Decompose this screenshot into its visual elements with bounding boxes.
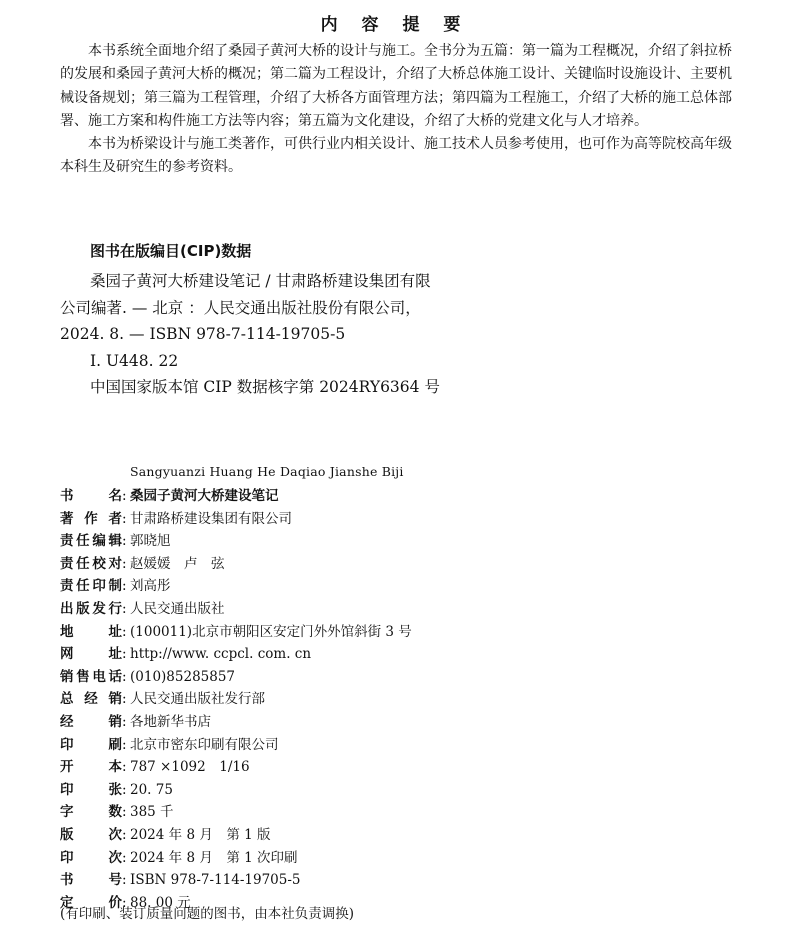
summary-paragraph: 本书为桥梁设计与施工类著作，可供行业内相关设计、施工技术人员参考使用，也可作为高等院校高年级本科生及研究生的参考资料。 (60, 136, 732, 176)
info-colon: : (122, 713, 127, 730)
info-label: 经 销 (60, 713, 122, 730)
info-row (60, 666, 412, 689)
cip-line: 2024. 8. — ISBN 978-7-114-19705-5 (60, 325, 346, 343)
info-value: 20. 75 (130, 781, 173, 798)
info-row (60, 711, 412, 734)
info-colon: : (122, 849, 127, 866)
info-value: 2024 年 8 月 第 1 次印刷 (130, 849, 298, 866)
info-row (60, 869, 412, 892)
info-label: 责任校对 (60, 555, 122, 572)
info-colon: : (122, 488, 127, 504)
info-colon: : (122, 872, 127, 889)
info-row (60, 779, 412, 802)
info-label: 版 次 (60, 826, 122, 843)
cip-line: 中国国家版本馆 CIP 数据核字第 2024RY6364 号 (90, 378, 440, 396)
info-label: 书 号 (60, 872, 122, 889)
pinyin-title: Sangyuanzi Huang He Daqiao Jianshe Biji (130, 464, 404, 479)
info-value: 各地新华书店 (130, 713, 211, 730)
cip-line: 桑园子黄河大桥建设笔记 / 甘肃路桥建设集团有限 (90, 272, 431, 290)
info-row (60, 643, 412, 666)
info-value: http://www. ccpcl. com. cn (130, 646, 312, 663)
info-row (60, 530, 412, 553)
info-label: 印 次 (60, 849, 122, 866)
info-row (60, 734, 412, 757)
info-label: 网 址 (60, 646, 122, 663)
info-label: 出版发行 (60, 600, 122, 617)
info-row (60, 621, 412, 644)
info-colon: : (122, 668, 127, 685)
info-label: 字 数 (60, 804, 122, 821)
info-value: 787 ×1092 1/16 (130, 759, 250, 776)
info-value: (100011)北京市朝阳区安定门外外馆斜街 3 号 (130, 623, 412, 640)
publication-info (60, 485, 412, 914)
info-colon: : (122, 781, 127, 798)
cip-heading: 图书在版编目(CIP)数据 (90, 242, 252, 260)
info-label: 印 张 (60, 781, 122, 798)
info-row (60, 598, 412, 621)
info-colon: : (122, 510, 127, 527)
info-row (60, 847, 412, 870)
info-value: 2024 年 8 月 第 1 版 (130, 826, 271, 843)
info-value: ISBN 978-7-114-19705-5 (130, 872, 301, 889)
info-label: 地 址 (60, 623, 122, 640)
info-colon: : (122, 623, 127, 640)
info-label: 书 名 (60, 488, 122, 504)
info-colon: : (122, 555, 127, 572)
info-label: 责任印制 (60, 578, 122, 595)
info-value: 郭晓旭 (130, 533, 171, 550)
info-value: 385 千 (130, 804, 174, 821)
summary-paragraph: 本书系统全面地介绍了桑园子黄河大桥的设计与施工。全书分为五篇：第一篇为工程概况，介绍了斜拉桥的发展和桑园子黄河大桥的概况；第二篇为工程设计，介绍了大桥总体施工设计、关键临时设施设计、主要机械设备规划；第三篇为工程管理，介绍了大桥各方面管理方法；第四篇为工程施工，介绍了大桥的施工总体部署、施工方案和构件施工方法等内容；第五篇为文化建设，介绍了大桥的党建文化与人才培养。 (60, 43, 732, 129)
info-value: 桑园子黄河大桥建设笔记 (130, 488, 279, 504)
cip-data-block (60, 268, 480, 401)
info-value: 人民交通出版社 (130, 600, 225, 617)
info-colon: : (122, 894, 127, 911)
cip-line: Ⅰ. U448. 22 (90, 351, 179, 370)
info-label: 总 经 销 (60, 691, 122, 708)
info-value: (010)85285857 (130, 668, 236, 685)
info-row (60, 801, 412, 824)
info-row (60, 553, 412, 576)
info-colon: : (122, 533, 127, 550)
info-value: 甘肃路桥建设集团有限公司 (130, 510, 292, 527)
info-value: 赵媛媛 卢 弦 (130, 555, 225, 572)
info-colon: : (122, 826, 127, 843)
info-row (60, 756, 412, 779)
info-row (60, 688, 412, 711)
info-colon: : (122, 646, 127, 663)
info-label: 责任编辑 (60, 533, 122, 550)
info-row (60, 824, 412, 847)
info-value: 刘高彤 (130, 578, 171, 595)
info-label: 著 作 者 (60, 510, 122, 527)
cip-line: 公司编著. — 北京 ：人民交通出版社股份有限公司， (60, 298, 421, 317)
summary-title: 内 容 提 要 (320, 15, 470, 35)
summary-body (60, 40, 732, 180)
info-label: 印 刷 (60, 736, 122, 753)
info-colon: : (122, 759, 127, 776)
info-label: 定 价 (60, 894, 122, 911)
info-row (60, 575, 412, 598)
info-colon: : (122, 600, 127, 617)
info-colon: : (122, 736, 127, 753)
info-label: 开 本 (60, 759, 122, 776)
info-colon: : (122, 691, 127, 708)
info-row (60, 485, 412, 508)
info-row (60, 508, 412, 531)
info-value: 人民交通出版社发行部 (130, 691, 265, 708)
info-value: 88. 00 元 (130, 894, 191, 911)
info-label: 销售电话 (60, 668, 122, 685)
info-colon: : (122, 804, 127, 821)
info-colon: : (122, 578, 127, 595)
info-value: 北京市密东印刷有限公司 (130, 736, 279, 753)
quality-footnote: (有印刷、装订质量问题的图书，由本社负责调换) (60, 906, 355, 922)
